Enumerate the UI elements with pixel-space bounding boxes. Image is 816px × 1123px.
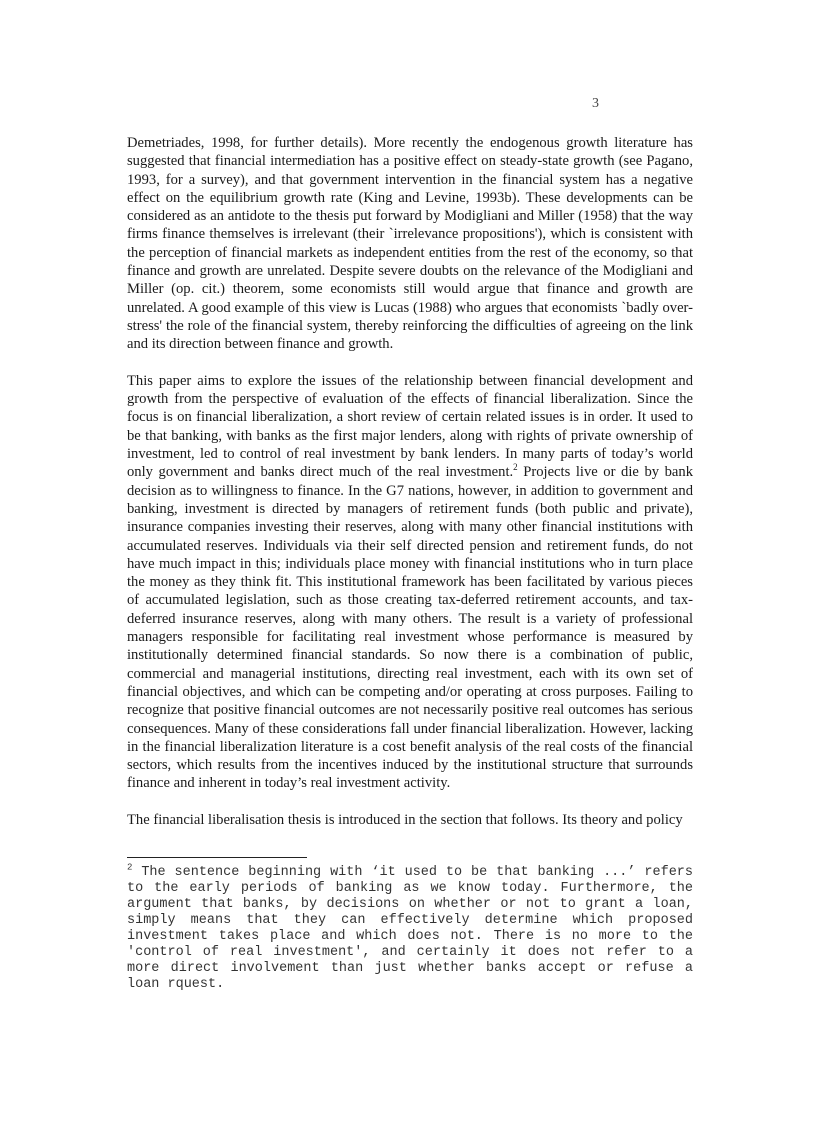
paragraph-2 — [127, 372, 693, 793]
footnote — [127, 862, 693, 993]
paragraph-3 — [127, 811, 693, 829]
paragraph-1-text: Demetriades, 1998, for further details). More recently the endogenous growth literature has suggested that financial intermediation has a positive effect on steady-state growth (see Pagano, 1993, for a survey), and that government intervention in the financial system has a negative effect on the equilibrium growth rate (King and Levine, 1993b). These developments can be considered as an antidote to the thesis put forward by Modigliani and Miller (1958) that the way firms finance themselves is irrelevant (their `irrelevance propositions'), which is consistent with the perception of financial markets as independent entities from the rest of the economy, so that finance and growth are unrelated. Despite severe doubts on the relevance of the Modigliani and Miller (op. cit.) theorem, some economists still would argue that finance and growth are unrelated. A good example of this view is Lucas (1988) who argues that economists `badly over-stress' the role of the financial system, thereby reinforcing the difficulties of agreeing on the link and its direction between finance and growth. — [127, 135, 693, 353]
body-text — [127, 134, 693, 848]
footnote-text: The sentence beginning with ‘it used to be that banking ...’ refers to the early periods of banking as we know today. Furthermore, the argument that banks, by decisions on whether or not to grant a loan, simply means that they can effectively determine which proposed investment takes place and which does not. There is no more to the 'control of real investment', and certainly it does not refer to a more direct involvement than just whether banks accept or refuse a loan rquest. — [127, 865, 693, 992]
footnote-divider — [127, 857, 307, 858]
paragraph-2-text-before: This paper aims to explore the issues of the relationship between financial development and growth from the perspective of evaluation of the effects of financial liberalization. Since the focus is on financial liberalization, a short review of certain related issues is in order. It used to be that banking, with banks as the first major lenders, along with rights of private ownership of investment, led to control of real investment by bank lenders. In many parts of today’s world only government and banks direct much of the real investment. — [127, 372, 693, 481]
page-number: 3 — [592, 96, 599, 111]
paragraph-1 — [127, 134, 693, 354]
paragraph-3-text: The financial liberalisation thesis is introduced in the section that follows. Its theory and policy — [127, 811, 683, 828]
paragraph-2-text-after: Projects live or die by bank decision as to willingness to finance. In the G7 nations, however, in addition to government and banking, investment is directed by managers of retirement funds (both public and private), insurance companies investing their reserves, along with many other financial institutions with accumulated reserves. Individuals via their self directed pension and retirement funds, do not have much impact in this; individuals place money with financial institutions who in turn place the money as they think fit. This institutional framework has been facilitated by various pieces of accumulated legislation, such as those creating tax-deferred retirement accounts, and tax-deferred insurance reserves, along with many others. The result is a variety of professional managers responsible for facilitating real investment whose performance is measured by institutionally determined financial standards. So now there is a combination of public, commercial and managerial institutions, directing real investment, each with its own set of financial objectives, and which can be competing and/or operating at cross purposes. Failing to recognize that positive financial outcomes are not necessarily positive real outcomes has serious consequences. Many of these considerations fall under financial liberalization. However, lacking in the financial liberalization literature is a cost benefit analysis of the real costs of the financial sectors, which results from the incentives induced by the institutional structure that surrounds finance and inherent in today’s real investment activity. — [127, 464, 693, 792]
footnote-reference[interactable]: 2 — [513, 462, 518, 473]
footnote-marker: 2 — [127, 862, 133, 873]
